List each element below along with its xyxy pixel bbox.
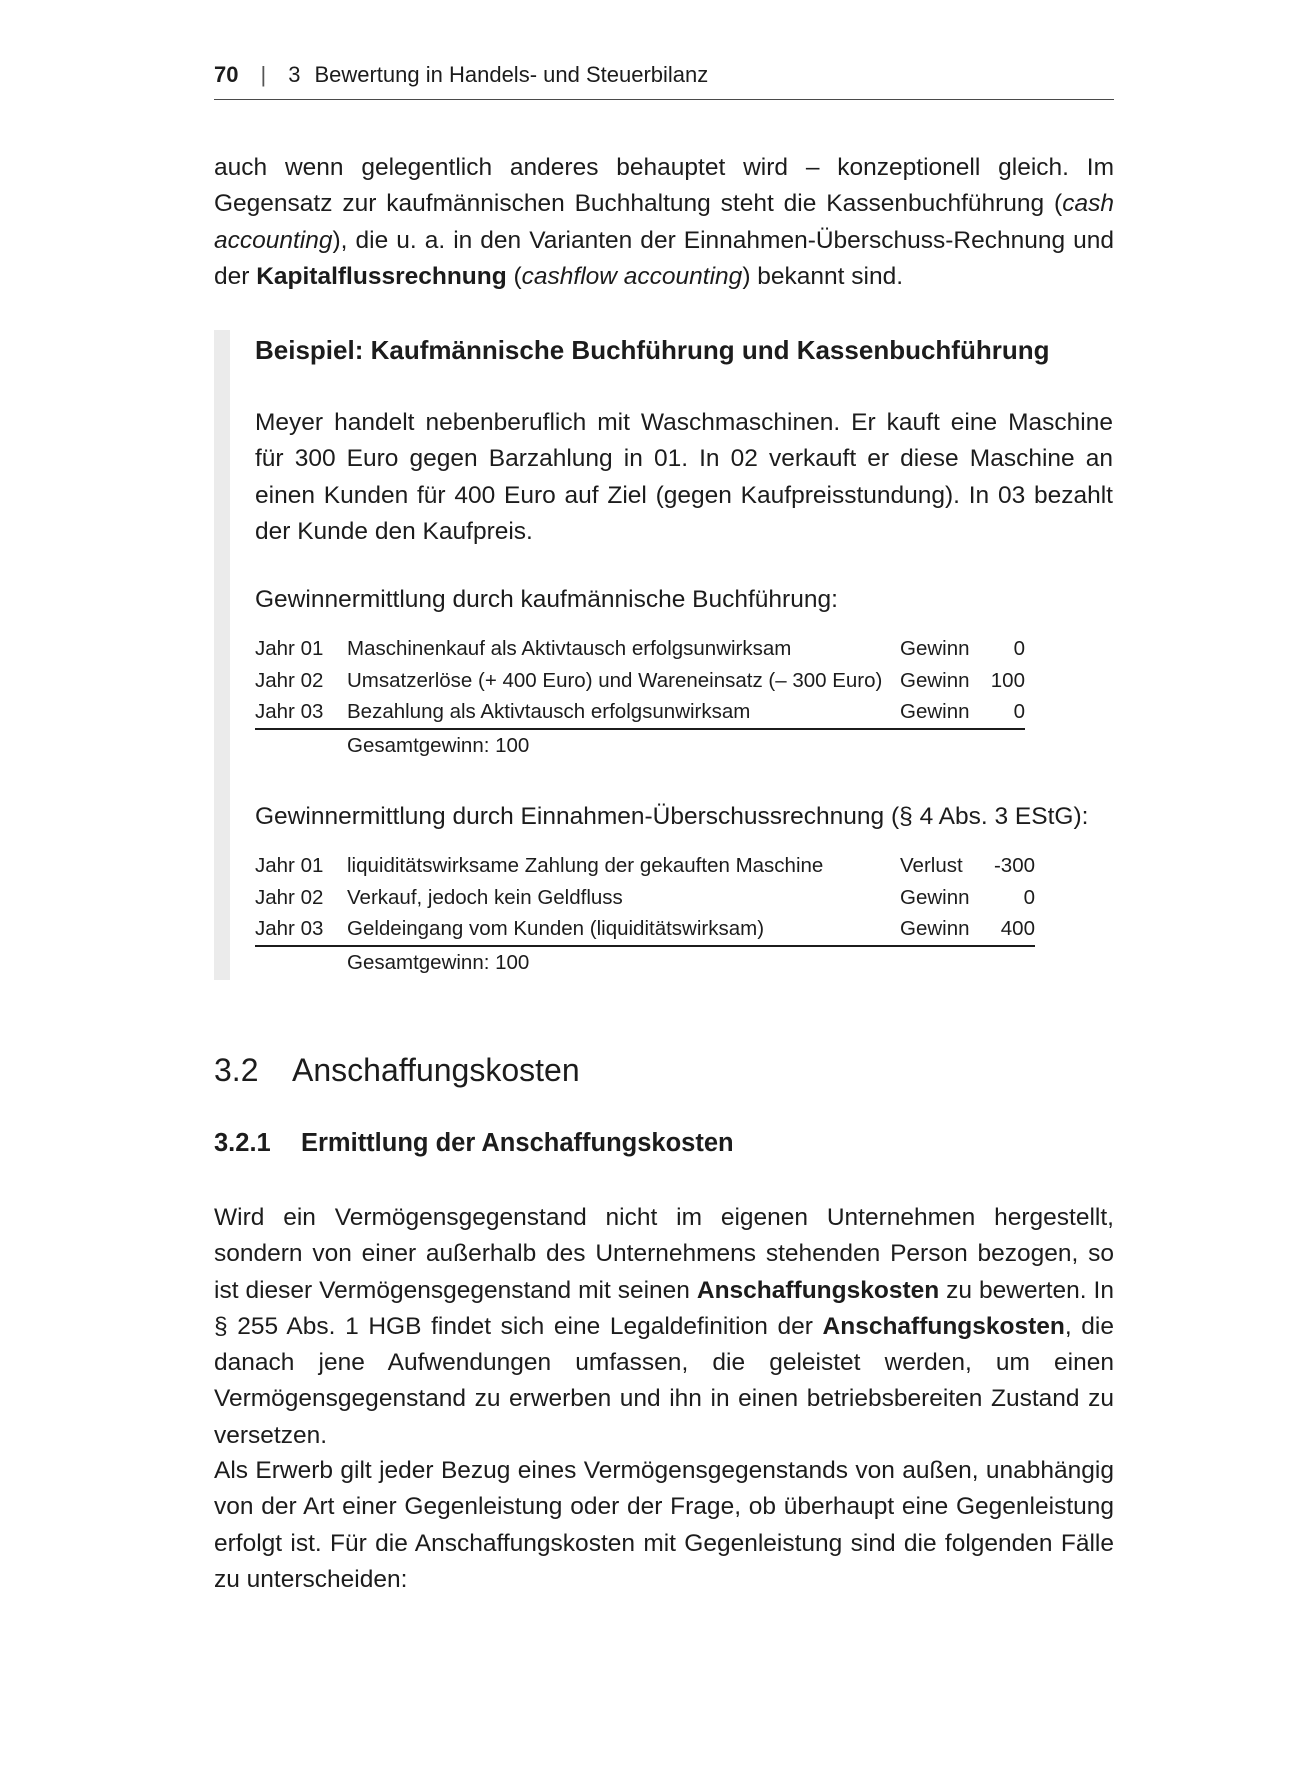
subsection-heading: [214, 1125, 734, 1161]
example-text: Meyer handelt nebenberuflich mit Waschmaschinen. Er kauft eine Maschine für 300 Euro gegen Barzahlung in 01. In 02 verkauft er diese Maschine an einen Kunden für 400 Euro auf Ziel (gegen Kaufpreisstundung). In 03 bezahlt der Kunde den Kaufpreis.: [255, 409, 1113, 545]
table2-caption: Gewinnermittlung durch Einnahmen-Überschussrechnung (§ 4 Abs. 3 EStG):: [255, 803, 1089, 830]
row-description: Maschinenkauf als Aktivtausch erfolgsunwirksam: [347, 637, 792, 660]
row-year: Jahr 03: [255, 700, 324, 723]
intro-text-1: auch wenn gelegentlich anderes behauptet wird – konzeptionell gleich. Im Gegensatz zur kaufmännischen Buchhaltung steht die Kassenbuchführung (: [214, 154, 1114, 218]
table1-total: Gesamtgewinn: 100: [347, 733, 530, 757]
row-year: Jahr 03: [255, 917, 324, 940]
row-value: 0: [1023, 885, 1035, 909]
row-description: Geldeingang vom Kunden (liquiditätswirksam): [347, 917, 765, 940]
paragraph-acquisition-definition: Als Erwerb gilt jeder Bezug eines Vermögensgegenstands von außen, unabhängig von der Art einer Gegenleistung oder der Frage, ob überhaupt eine Gegenleistung erfolgt ist. Für die Anschaffungskosten mit Gegenleistung sind die folgenden Fälle zu unterscheiden:: [214, 1457, 1114, 1593]
row-year: Jahr 02: [255, 668, 324, 692]
running-header: [214, 60, 1114, 100]
intro-text-4: ) bekannt sind.: [742, 262, 904, 290]
intro-paragraph: [214, 150, 1114, 295]
row-description: Verkauf, jedoch kein Geldfluss: [347, 885, 623, 909]
intro-term-cashflow-accounting: cashflow accounting: [521, 262, 743, 290]
row-year: Jahr 01: [255, 854, 324, 877]
table2-total: Gesamtgewinn: 100: [347, 950, 530, 974]
row-year: Jahr 02: [255, 885, 324, 909]
para1-text-2: zu bewerten. In § 255 Abs. 1 HGB findet sich eine Legaldefinition der: [214, 1276, 1114, 1340]
section-number: 3.2: [214, 1052, 259, 1088]
section-heading: [214, 1048, 580, 1092]
paragraph-acquisition-costs: [214, 1200, 1114, 1454]
intro-term-cash-accounting: cash accounting: [214, 190, 1114, 254]
row-label: Gewinn: [900, 885, 970, 909]
row-label: Gewinn: [900, 917, 970, 940]
table-row: [255, 696, 1025, 730]
para1-term-1: Anschaffungskosten: [696, 1276, 940, 1304]
row-value: -300: [993, 854, 1035, 877]
row-value: 100: [990, 668, 1025, 692]
header-separator: |: [260, 62, 267, 87]
table1-caption: Gewinnermittlung durch kaufmännische Buchführung:: [255, 586, 838, 613]
intro-term-kapitalflussrechnung: Kapitalflussrechnung: [256, 262, 507, 290]
chapter-number: 3: [288, 62, 301, 87]
table-row: [255, 882, 1035, 914]
example-title: Beispiel: Kaufmännische Buchführung und Kassenbuchführung: [255, 335, 1050, 365]
table-row: [255, 633, 1025, 665]
chapter-title: Bewertung in Handels- und Steuerbilanz: [314, 62, 709, 87]
table-row: [255, 665, 1025, 697]
page-number: 70: [214, 62, 239, 87]
row-label: Gewinn: [900, 700, 970, 723]
table1: [255, 633, 1025, 761]
subsection-number: 3.2.1: [214, 1129, 271, 1157]
row-value: 0: [1013, 637, 1025, 660]
row-description: liquiditätswirksame Zahlung der gekauften Maschine: [347, 854, 824, 877]
para1-term-2: Anschaffungskosten: [822, 1312, 1065, 1340]
subsection-title: Ermittlung der Anschaffungskosten: [301, 1129, 734, 1157]
para1-text-3: , die danach jene Aufwendungen umfassen, die geleistet werden, um einen Vermögensgegenstand zu erwerben und ihn in einen betriebsbereiten Zustand zu versetzen.: [214, 1312, 1115, 1449]
row-label: Gewinn: [900, 668, 970, 692]
section-title: Anschaffungskosten: [292, 1052, 580, 1088]
row-value: 0: [1013, 700, 1025, 723]
table-row: [255, 850, 1035, 882]
row-label: Gewinn: [900, 637, 970, 660]
row-description: Bezahlung als Aktivtausch erfolgsunwirksam: [347, 700, 751, 723]
table-row: [255, 913, 1035, 947]
intro-text-2: ), die u. a. in den Varianten der Einnahmen-Überschuss-Rechnung und der: [214, 226, 1114, 290]
row-label: Verlust: [900, 854, 963, 877]
row-year: Jahr 01: [255, 637, 324, 660]
para1-text-1: Wird ein Vermögensgegenstand nicht im eigenen Unternehmen hergestellt, sondern von einer außerhalb des Unternehmens stehenden Person bezogen, so ist dieser Vermögensgegenstand mit seinen: [214, 1204, 1114, 1304]
table2: [255, 850, 1035, 978]
row-description: Umsatzerlöse (+ 400 Euro) und Wareneinsatz (– 300 Euro): [347, 668, 883, 692]
row-value: 400: [1000, 917, 1035, 940]
intro-text-3: (: [506, 262, 522, 290]
